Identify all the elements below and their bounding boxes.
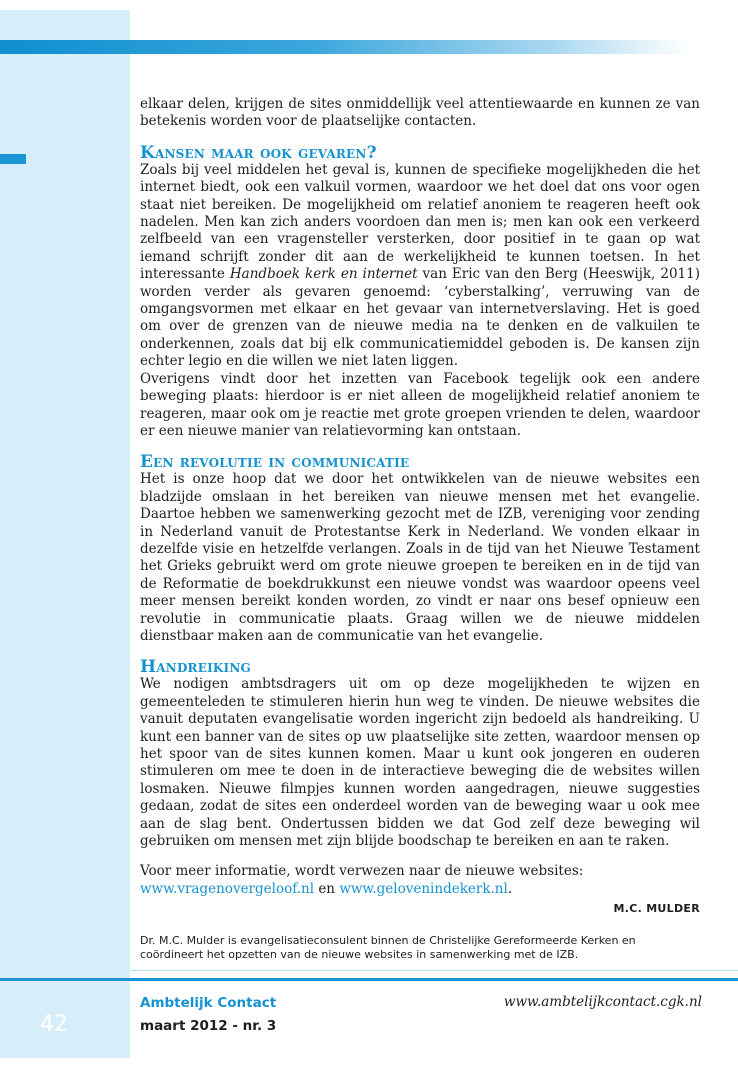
author-footnote: Dr. M.C. Mulder is evangelisatieconsulent binnen de Christelijke Gereformeerde Kerken en coördineert het opzetten van de nieuwe websites in samenwerking met de IZB.: [140, 933, 636, 962]
author-signature: M.C. MULDER: [613, 902, 700, 916]
links-end: .: [507, 880, 513, 897]
footer-divider-bar: [0, 978, 738, 981]
header-gradient-bar: [0, 40, 690, 54]
footer-website: www.ambtelijkcontact.cgk.nl: [503, 994, 702, 1010]
page-sidebar: [0, 10, 130, 1058]
section1-paragraph-1: [140, 162, 700, 371]
section1-p1-start: Zoals bij veel middelen het geval is, kunnen de specifieke mogelijkheden die het internet biedt, ook een valkuil vormen, waardoor we het doel dat ons voor ogen staat niet bereiken. De mogelijkheid om relatief anoniem te reageren heeft ook nadelen. Men kan zich anders voordoen dan men is; men kan ook een verkeerd zelfbeeld van een vragensteller versterken, door positief in te gaan op wat iemand schrijft zonder dit aan de werkelijkheid te kunnen toetsen. In het interessante: [140, 161, 700, 283]
journal-title: Ambtelijk Contact: [140, 995, 277, 1011]
section1-p1-end: van Eric van den Berg (Heeswijk, 2011) worden verder als gevaren genoemd: ‘cyberstalking’, verruwing van de omgangsvormen met elkaar en het gevaar van internetverslaving. Het is goed om over de grenzen van de nieuwe media na te denken en de valkuilen te onderkennen, zoals dat bij elk communicatiemiddel geboden is. De kansen zijn echter legio en die willen we niet laten liggen.: [140, 266, 700, 370]
issue-info: maart 2012 - nr. 3: [140, 1018, 277, 1034]
intro-paragraph: elkaar delen, krijgen de sites onmiddellijk veel attentiewaarde en kunnen ze van betekenis worden voor de plaatselijke contacten.: [140, 96, 700, 130]
section-heading-kansen: Kansen maar ook gevaren?: [140, 142, 377, 163]
link-gelovenindekerk[interactable]: www.gelovenindekerk.nl: [339, 880, 508, 897]
more-info-line: Voor meer informatie, wordt verwezen naar de nieuwe websites:: [140, 863, 584, 880]
article-body: [140, 96, 700, 963]
footnote-divider: [130, 970, 738, 971]
sidebar-marker: [0, 154, 26, 164]
link-vragenovergeloof[interactable]: www.vragenovergeloof.nl: [140, 880, 315, 897]
spacer: [140, 850, 700, 863]
section2-paragraph-1: Het is onze hoop dat we door het ontwikkelen van de nieuwe websites een bladzijde omslaan in het bereiken van nieuwe mensen met het evangelie. Daartoe hebben we samenwerking gezocht met de IZB, vereniging voor zending in Nederland vanuit de Protestantse Kerk in Nederland. We vonden elkaar in dezelfde visie en hetzelfde verlangen. Zoals in de tijd van het Nieuwe Testament het Grieks gebruikt werd om grote nieuwe groepen te bereiken en in de tijd van de Reformatie de boekdrukkunst een nieuwe vondst was waardoor opeens veel meer mensen bereikt konden worden, zo vindt er naar ons besef opnieuw een revolutie in communicatie plaats. Graag willen we de nieuwe middelen dienstbaar maken aan de communicatie van het evangelie.: [140, 471, 700, 644]
section1-paragraph-2: Overigens vindt door het inzetten van Facebook tegelijk ook een andere beweging plaats: hierdoor is er niet alleen de mogelijkheid relatief anoniem te reageren, maar ook om je reactie met grote groepen vrienden te delen, waardoor er een nieuwe manier van relatievorming kan ontstaan.: [140, 370, 700, 439]
footer-publication: [140, 994, 276, 1036]
links-line: [140, 881, 700, 898]
book-title: Handboek kerk en internet: [229, 266, 418, 283]
links-joiner: en: [314, 880, 340, 897]
section-heading-handreiking: Handreiking: [140, 657, 251, 678]
section3-paragraph-1: We nodigen ambtsdragers uit om op deze mogelijkheden te wijzen en gemeenteleden te stimuleren hierin hun weg te vinden. De nieuwe websites die vanuit deputaten evangelisatie worden ingericht zijn bedoeld als handreiking. U kunt een banner van de sites op uw plaatselijke site zetten, waardoor mensen op het spoor van de sites kunnen komen. Maar u kunt ook jongeren en ouderen stimuleren om mee te doen in de interactieve beweging die de websites willen losmaken. Nieuwe filmpjes kunnen worden aangedragen, nieuwe suggesties gedaan, zodat de sites een onderdeel worden van de beweging waar u ook mee aan de slag bent. Ondertussen bidden we dat God zelf deze beweging wil gebruiken om mensen met zijn blijde boodschap te bereiken en aan te raken.: [140, 676, 700, 850]
section-heading-revolutie: Een revolutie in communicatie: [140, 452, 410, 473]
page-number: 42: [40, 1012, 68, 1037]
